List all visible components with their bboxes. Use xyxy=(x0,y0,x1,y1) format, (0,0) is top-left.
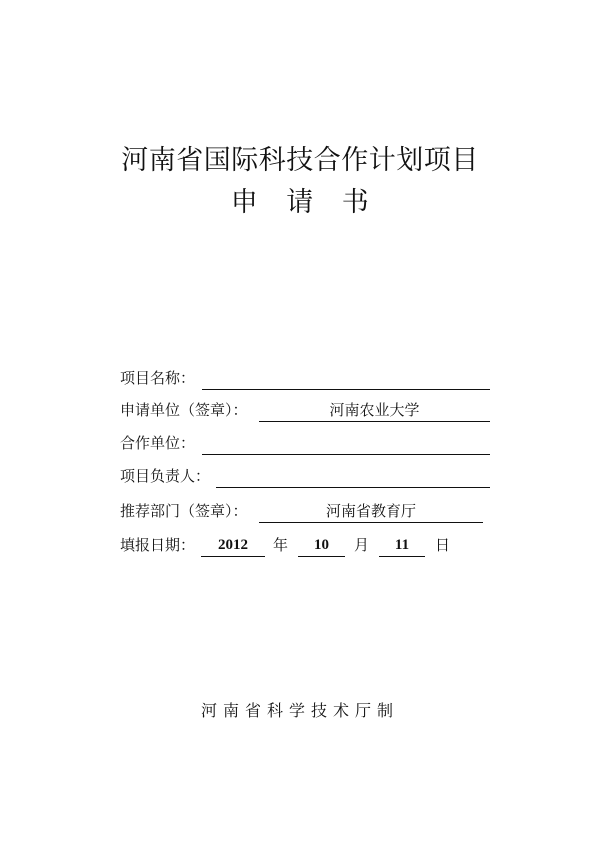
recommending-dept-field[interactable]: 河南省教育厅 xyxy=(259,499,483,523)
project-name-label: 项目名称： xyxy=(120,369,196,387)
subtitle-char-1: 申 xyxy=(230,187,259,218)
recommending-dept-row xyxy=(120,499,416,523)
applicant-unit-field[interactable]: 河南农业大学 xyxy=(259,398,490,422)
fill-date-day-unit: 日 xyxy=(435,536,451,554)
applicant-unit-row xyxy=(120,398,420,422)
document-title: 河南省国际科技合作计划项目 xyxy=(121,145,479,176)
document-subtitle xyxy=(0,187,600,219)
project-leader-row xyxy=(120,464,210,488)
fill-date-day-field[interactable]: 11 xyxy=(379,533,425,557)
project-name-field[interactable] xyxy=(202,366,490,390)
subtitle-char-3: 书 xyxy=(341,187,370,218)
fill-date-label: 填报日期： xyxy=(120,536,196,554)
fill-date-month-field[interactable]: 10 xyxy=(298,533,345,557)
fill-date-year-unit: 年 xyxy=(273,536,289,554)
partner-unit-field[interactable] xyxy=(202,431,490,455)
subtitle-char-2: 请 xyxy=(286,187,314,218)
project-leader-label: 项目负责人： xyxy=(120,467,211,485)
issuer-footer: 河南省科学技术厅制 xyxy=(200,701,399,720)
fill-date-row xyxy=(120,533,451,557)
fill-date-month-unit: 月 xyxy=(354,536,370,554)
project-leader-field[interactable] xyxy=(216,464,490,488)
recommending-dept-label: 推荐部门（签章）： xyxy=(120,502,248,520)
fill-date-year-field[interactable]: 2012 xyxy=(201,533,265,557)
partner-unit-label: 合作单位： xyxy=(120,434,196,452)
partner-unit-row xyxy=(120,431,195,455)
project-name-row xyxy=(120,366,195,390)
applicant-unit-label: 申请单位（签章）： xyxy=(120,401,248,419)
